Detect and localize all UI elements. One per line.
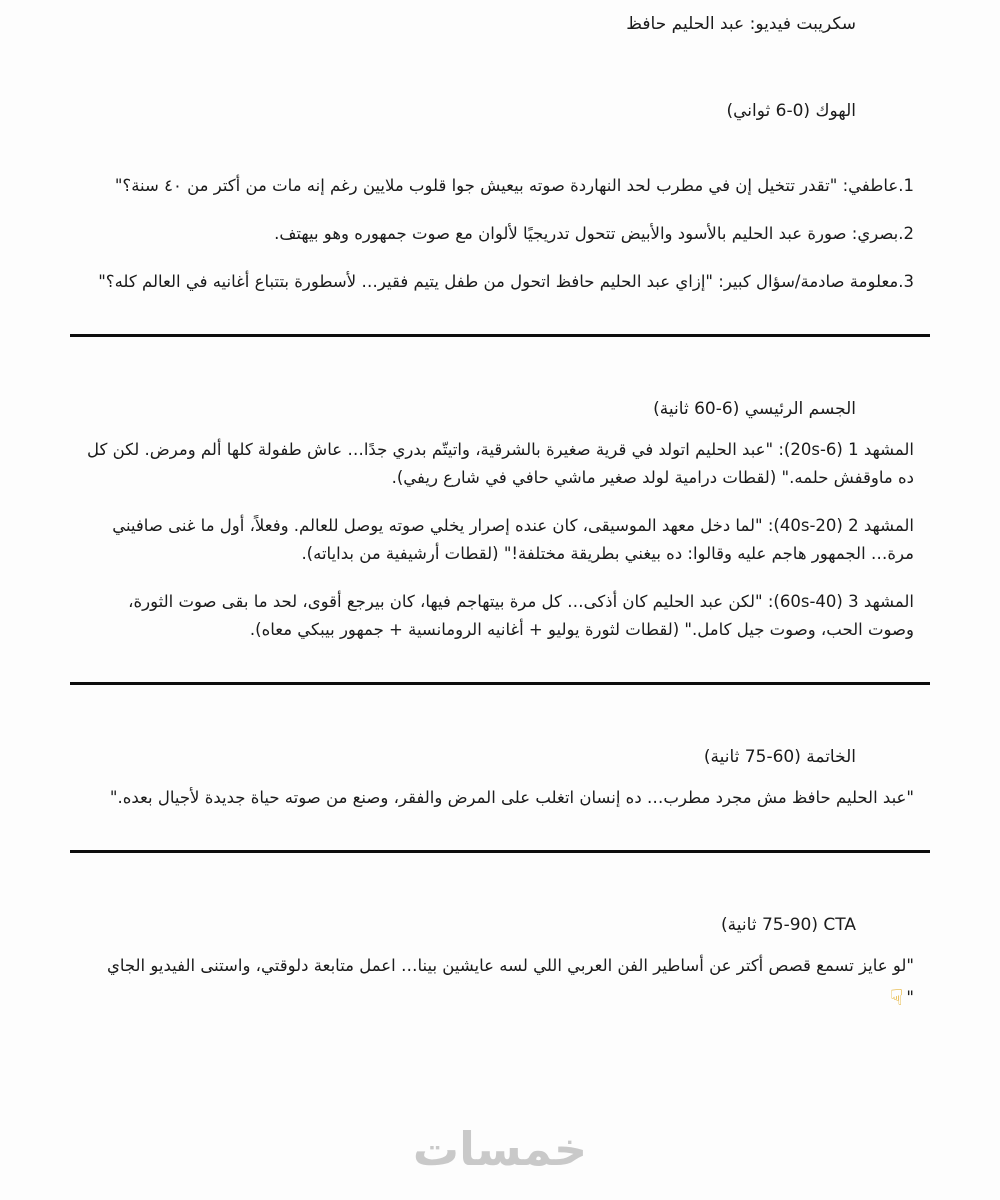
section-main-body xyxy=(86,395,914,644)
section-divider-1 xyxy=(70,334,930,337)
hook-point-3: 3.معلومة صادمة/سؤال كبير: "إزاي عبد الحليم حافظ اتحول من طفل يتيم فقير… لأسطورة بتتباع أغانيه في العالم كله؟" xyxy=(98,271,914,291)
section-divider-3 xyxy=(70,850,930,853)
khamsat-watermark: خمسات xyxy=(412,1121,588,1176)
cta-paragraph xyxy=(86,952,914,1017)
scene-2-paragraph: المشهد 2 (20-40s): "لما دخل معهد الموسيقى، كان عنده إصرار يخلي صوته يوصل للعالم. وفعلاً، أول ما غنى صافيني مرة… الجمهور هاجم عليه وقالوا: ده بيغني بطريقة مختلفة!" (لقطات أرشيفية من بداياته). xyxy=(112,515,914,563)
scene-3-paragraph: المشهد 3 (40-60s): "لكن عبد الحليم كان أذكى… كل مرة بيتهاجم فيها، كان بيرجع أقوى، لحد ما بقى صوت الثورة، وصوت الحب، وصوت جيل كامل." (لقطات لثورة يوليو + أغانيه الرومانسية + جمهور بيبكي معاه). xyxy=(128,592,914,640)
main-body-heading: الجسم الرئيسي (6-60 ثانية) xyxy=(653,398,856,419)
section-divider-2 xyxy=(70,682,930,685)
page-title: سكريبت فيديو: عبد الحليم حافظ xyxy=(626,14,856,34)
cta-text: "لو عايز تسمع قصص أكتر عن أساطير الفن العربي اللي لسه عايشين بينا… اعمل متابعة دلوقتي، واستنى الفيديو الجاي " xyxy=(106,955,914,1007)
conclusion-heading: الخاتمة (60-75 ثانية) xyxy=(703,747,856,768)
pointing-down-icon: ☟ xyxy=(890,985,904,1011)
section-hook xyxy=(86,97,914,296)
scene-1-paragraph: المشهد 1 (6-20s): "عبد الحليم اتولد في قرية صغيرة بالشرقية، واتيتّم بدري جدًا… عاش طفولة كلها ألم ومرض. لكن كل ده ماوقفش حلمه." (لقطات درامية لولد صغير ماشي حافي في شارع ريفي). xyxy=(87,439,914,487)
hook-point-1: 1.عاطفي: "تقدر تتخيل إن في مطرب لحد النهاردة صوته بيعيش جوا قلوب ملايين رغم إنه مات من أكتر من ٤٠ سنة؟" xyxy=(114,175,914,195)
hook-heading: الهوك (0-6 ثواني) xyxy=(726,100,856,121)
section-cta xyxy=(86,911,914,1017)
cta-heading: CTA (75-90 ثانية) xyxy=(721,915,856,936)
conclusion-paragraph: "عبد الحليم حافظ مش مجرد مطرب… ده إنسان اتغلب على المرض والفقر، وصنع من صوته حياة جديدة لأجيال بعده." xyxy=(109,787,914,807)
hook-point-2: 2.بصري: صورة عبد الحليم بالأسود والأبيض تتحول تدريجيًا لألوان مع صوت جمهوره وهو بيهتف. xyxy=(274,223,914,243)
section-conclusion xyxy=(86,743,914,812)
